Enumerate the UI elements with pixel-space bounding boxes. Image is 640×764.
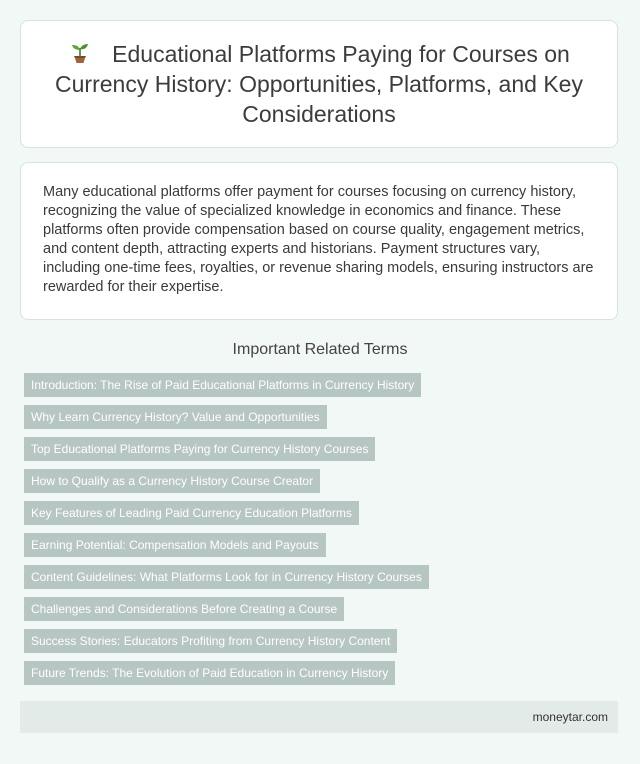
related-term-tag[interactable]: Success Stories: Educators Profiting from Currency History Content <box>24 629 397 653</box>
related-term-tag[interactable]: How to Qualify as a Currency History Course Creator <box>24 469 320 493</box>
title-card <box>20 20 618 148</box>
footer-site-name[interactable]: moneytar.com <box>532 710 608 724</box>
list-item <box>24 469 429 501</box>
related-term-tag[interactable]: Introduction: The Rise of Paid Educational Platforms in Currency History <box>24 373 421 397</box>
page-title-text: Educational Platforms Paying for Courses on Currency History: Opportunities, Platforms, and Key Considerations <box>55 41 583 127</box>
footer <box>20 701 618 733</box>
intro-text: Many educational platforms offer payment for courses focusing on currency history, recognizing the value of specialized knowledge in economics and finance. These platforms often provide compensation based on course quality, engagement metrics, and content depth, attracting experts and historians. Payment structures vary, including one-time fees, royalties, or revenue sharing models, ensuring instructors are rewarded for their expertise. <box>43 184 594 295</box>
sprout-icon <box>68 41 92 65</box>
list-item <box>24 437 429 469</box>
related-term-tag[interactable]: Earning Potential: Compensation Models and Payouts <box>24 533 326 557</box>
related-term-tag[interactable]: Why Learn Currency History? Value and Opportunities <box>24 405 327 429</box>
list-item <box>24 597 429 629</box>
list-item <box>24 373 429 405</box>
page-title <box>49 39 589 129</box>
list-item <box>24 565 429 597</box>
related-terms-list <box>24 373 429 693</box>
list-item <box>24 405 429 437</box>
intro-card <box>20 162 618 320</box>
related-terms-heading: Important Related Terms <box>232 341 408 358</box>
related-term-tag[interactable]: Content Guidelines: What Platforms Look for in Currency History Courses <box>24 565 429 589</box>
related-term-tag[interactable]: Key Features of Leading Paid Currency Education Platforms <box>24 501 359 525</box>
list-item <box>24 501 429 533</box>
list-item <box>24 661 429 693</box>
list-item <box>24 533 429 565</box>
related-term-tag[interactable]: Top Educational Platforms Paying for Currency History Courses <box>24 437 375 461</box>
related-term-tag[interactable]: Future Trends: The Evolution of Paid Education in Currency History <box>24 661 395 685</box>
related-term-tag[interactable]: Challenges and Considerations Before Creating a Course <box>24 597 344 621</box>
list-item <box>24 629 429 661</box>
